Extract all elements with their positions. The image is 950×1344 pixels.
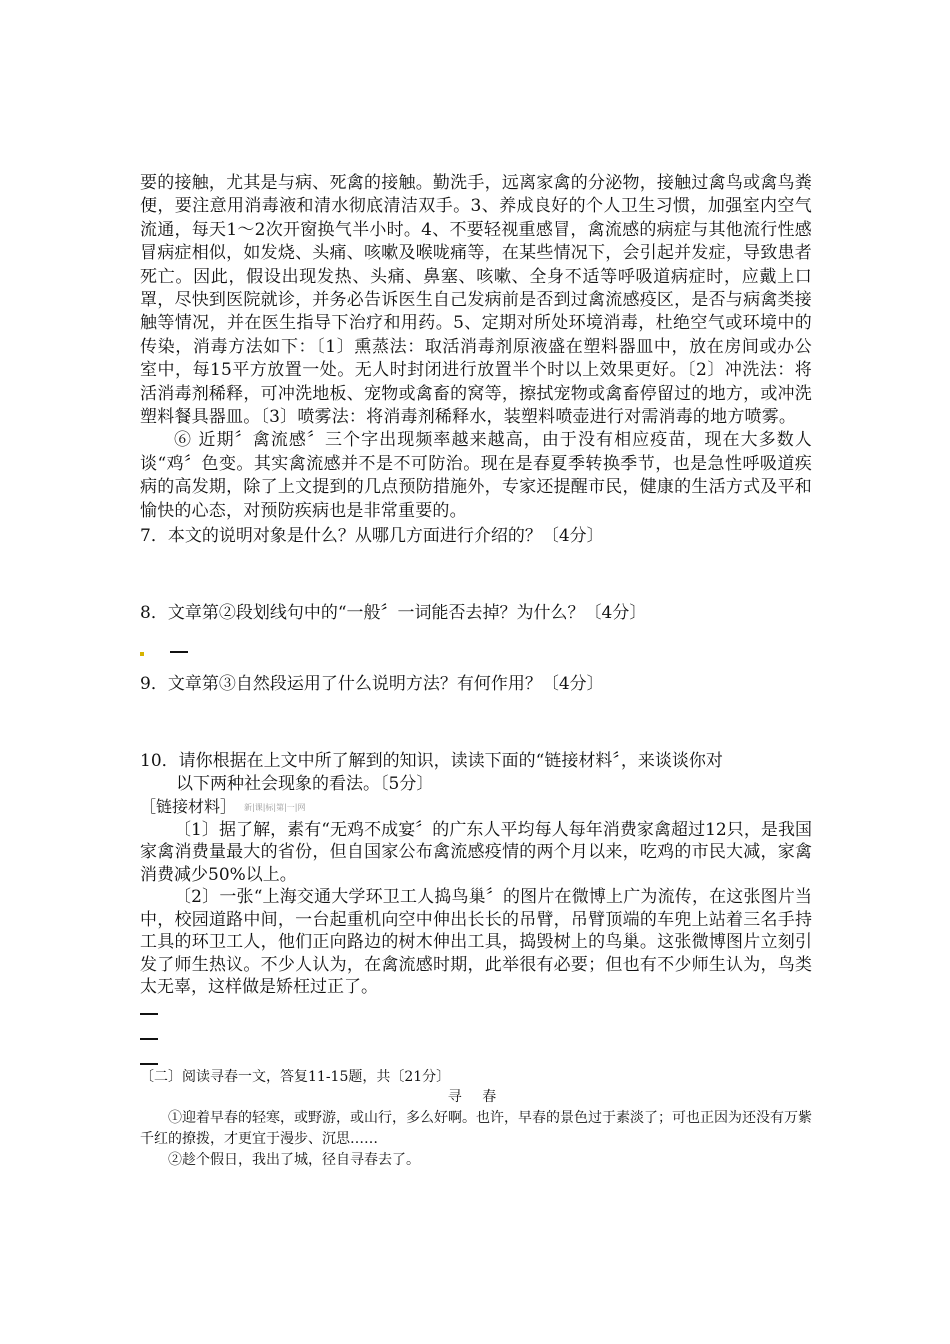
question-8: 8．文章第②段划线句中的“一般〞一词能否去掉？为什么？〔4分〕 bbox=[140, 603, 647, 624]
reading-title: 寻 春 bbox=[447, 1088, 505, 1105]
reading-paragraph-1: ①迎着早春的轻寒，或野游，或山行，多么好啊。也许，早春的景色过于素淡了；可也正因为还没有万紫千红的撩拨，才更宜于漫步、沉思…… bbox=[140, 1109, 812, 1147]
answer-line bbox=[140, 641, 812, 661]
section-2-heading: 〔二〕阅读寻春一文，答复11-15题，共〔21分〕 bbox=[140, 1068, 451, 1085]
link-material-label: ［链接材料］ bbox=[140, 797, 237, 817]
link-material-title bbox=[140, 796, 812, 819]
link-material-item-1: 〔1〕据了解，素有“无鸡不成宴〞的广东人平均每人每年消费家禽超过12只，是我国家禽消费量最大的省份，但自国家公布禽流感疫情的两个月以来，吃鸡的市民大减，家禽消费减少50%以上。 bbox=[140, 819, 812, 885]
question-7: 7．本文的说明对象是什么？从哪几方面进行介绍的？〔4分〕 bbox=[140, 526, 604, 547]
reading-paragraph-2: ②趁个假日，我出了城，径自寻春去了。 bbox=[168, 1151, 420, 1168]
question-10 bbox=[140, 750, 812, 796]
passage-paragraph-6: ⑥ 近期〞禽流感〞三个字出现频率越来越高，由于没有相应疫苗，现在大多数人谈“鸡〞色变。其实禽流感并不是不可防治。现在是春夏季转换季节，也是急性呼吸道疾病的高发期，除了上文提到的几点预防措施外，专家还提醒市民，健康的生活方式及平和愉快的心态，对预防疾病也是非常重要的。 bbox=[140, 430, 812, 521]
document-page bbox=[140, 172, 812, 1171]
question-10-line-1: 10．请你根据在上文中所了解到的知识，读读下面的“链接材料〞，来谈谈你对 bbox=[140, 751, 723, 772]
watermark-text: 新|课|标|第|一|网 bbox=[244, 802, 306, 812]
answer-dash bbox=[140, 1038, 158, 1040]
answer-dash bbox=[140, 1013, 158, 1015]
link-material-item-2: 〔2〕一张“上海交通大学环卫工人捣鸟巢〞的图片在微博上广为流传，在这张图片当中，校园道路中间，一台起重机向空中伸出长长的吊臂，吊臂顶端的车兜上站着三名手持工具的环卫工人，他们正向路边的树木伸出工具，捣毁树上的鸟巢。这张微博图片立刻引发了师生热议。不少人认为，在禽流感时期，此举很有必要；但也有不少师生认为，鸟类太无辜，这样做是矫枉过正了。 bbox=[140, 887, 812, 998]
question-10-line-2: 以下两种社会现象的看法。〔5分〕 bbox=[176, 774, 434, 795]
question-9: 9．文章第③自然段运用了什么说明方法？有何作用？〔4分〕 bbox=[140, 674, 604, 695]
answer-lines bbox=[140, 1013, 812, 1065]
answer-dash bbox=[170, 651, 188, 653]
bullet-dot-icon bbox=[140, 652, 144, 656]
answer-dash bbox=[140, 1063, 158, 1065]
passage-continuation: 要的接触，尤其是与病、死禽的接触。勤洗手，远离家禽的分泌物，接触过禽鸟或禽鸟粪便，要注意用消毒液和清水彻底清洁双手。3、养成良好的个人卫生习惯，加强室内空气流通，每天1～2次开窗换气半小时。4、不要轻视重感冒，禽流感的病症与其他流行性感冒病症相似，如发烧、头痛、咳嗽及喉咙痛等，在某些情况下，会引起并发症，导致患者死亡。因此，假设出现发热、头痛、鼻塞、咳嗽、全身不适等呼吸道病症时，应戴上口罩，尽快到医院就诊，并务必告诉医生自己发病前是否到过禽流感疫区，是否与病禽类接触等情况，并在医生指导下治疗和用药。5、定期对所处环境消毒，杜绝空气或环境中的传染，消毒方法如下：〔1〕熏蒸法：取活消毒剂原液盛在塑料器皿中，放在房间或办公室中，每15平方放置一处。无人时封闭进行放置半个时以上效果更好。〔2〕冲洗法：将活消毒剂稀释，可冲洗地板、宠物或禽畜的窝等，擦拭宠物或禽畜停留过的地方，或冲洗塑料餐具器皿。〔3〕喷雾法：将消毒剂稀释水，装塑料喷壶进行对需消毒的地方喷雾。 bbox=[140, 173, 812, 428]
